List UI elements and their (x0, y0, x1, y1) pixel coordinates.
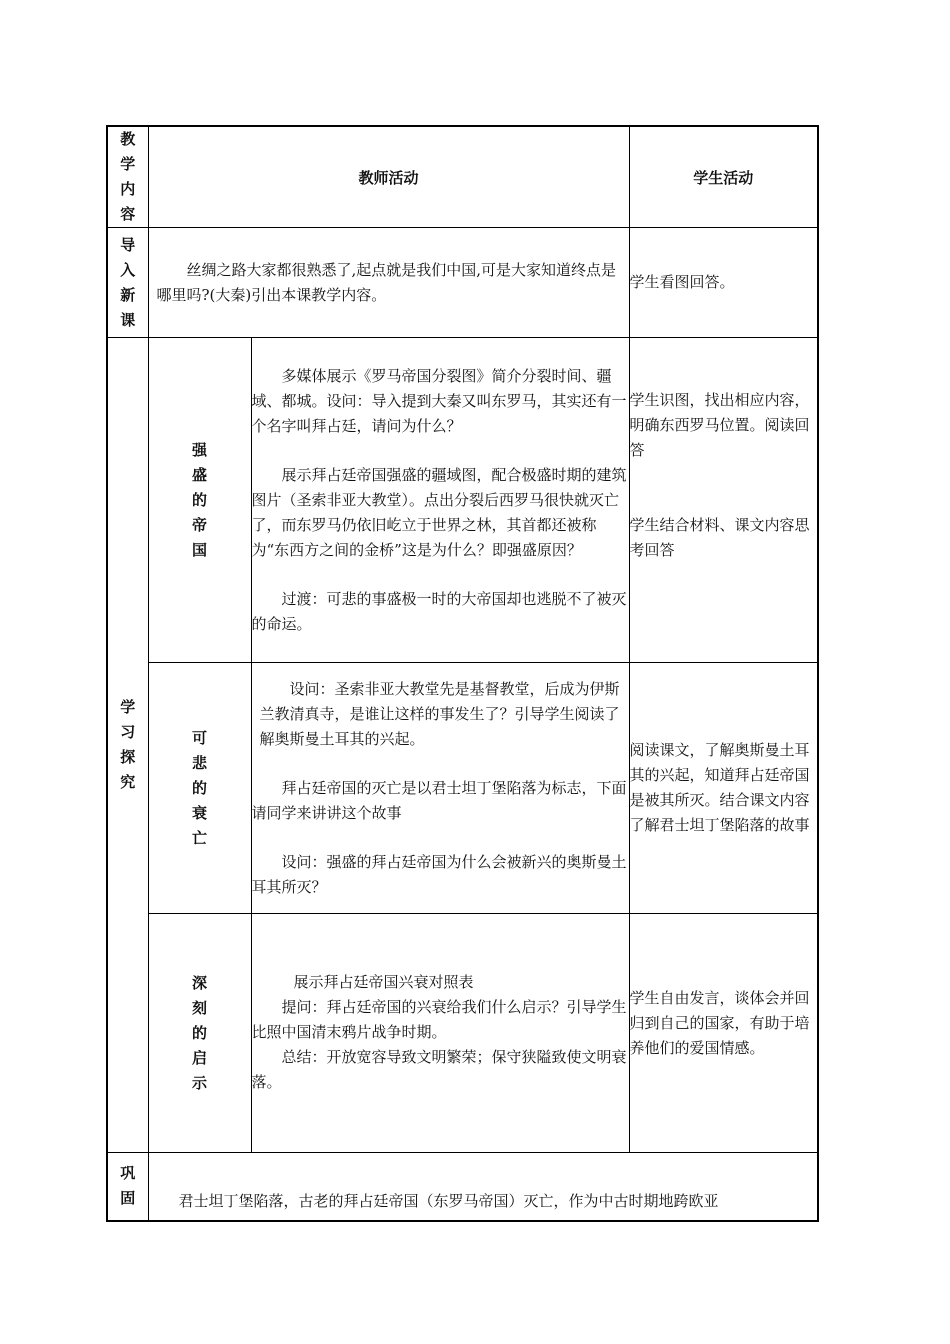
consolidate-label: 巩 固 (107, 1153, 148, 1221)
section-decline-teacher: 设问：圣索非亚大教堂先是基督教堂，后成为伊斯兰教清真寺，是谁让这样的事发生了？引导学生阅读了解奥斯曼土耳其的兴起。 拜占廷帝国的灭亡是以君士坦丁堡陷落为标志，下面请同学来讲讲这个故事 设问：强盛的拜占廷帝国为什么会被新兴的奥斯曼土耳其所灭？ (251, 663, 629, 914)
section-insight-student: 学生自由发言，谈体会并回归到自己的国家，有助于培养他们的爱国情感。 (629, 914, 818, 1153)
intro-student-text: 学生看图回答。 (629, 228, 818, 338)
section-insight-row (107, 914, 818, 1153)
study-label: 学 习 探 究 (107, 338, 148, 1153)
header-row (107, 126, 818, 228)
section-insight-teacher: 展示拜占廷帝国兴衰对照表 提问：拜占廷帝国的兴衰给我们什么启示？引导学生比照中国清末鸦片战争时期。 总结：开放宽容导致文明繁荣；保守狭隘致使文明衰落。 (251, 914, 629, 1153)
section-decline-student: 阅读课文，了解奥斯曼土耳其的兴起，知道拜占廷帝国是被其所灭。结合课文内容了解君士坦丁堡陷落的故事 (629, 663, 818, 914)
intro-row (107, 228, 818, 338)
lesson-plan-table (106, 125, 819, 1222)
consolidate-row (107, 1153, 818, 1221)
header-teacher-activity: 教师活动 (148, 126, 629, 228)
header-teaching-content: 教 学 内 容 (107, 126, 148, 228)
intro-label: 导 入 新 课 (107, 228, 148, 338)
section-strong-empire-teacher: 多媒体展示《罗马帝国分裂图》简介分裂时间、疆域、都城。设问：导入提到大秦又叫东罗马，其实还有一个名字叫拜占廷，请问为什么？ 展示拜占廷帝国强盛的疆域图，配合极盛时期的建筑图片（圣索非亚大教堂）。点出分裂后西罗马很快就灭亡了，而东罗马仍依旧屹立于世界之林，其首都还被称为“东西方之间的金桥”这是为什么？即强盛原因？ 过渡：可悲的事盛极一时的大帝国却也逃脱不了被灭的命运。 (251, 338, 629, 663)
header-student-activity: 学生活动 (629, 126, 818, 228)
section-strong-empire-student: 学生识图，找出相应内容，明确东西罗马位置。阅读回答 学生结合材料、课文内容思考回答 (629, 338, 818, 663)
section-strong-empire-label: 强 盛 的 帝 国 (148, 338, 251, 663)
section-decline-label: 可 悲 的 衰 亡 (148, 663, 251, 914)
section-decline-row (107, 663, 818, 914)
section-insight-label: 深 刻 的 启 示 (148, 914, 251, 1153)
consolidate-text: 君士坦丁堡陷落，古老的拜占廷帝国（东罗马帝国）灭亡，作为中古时期地跨欧亚 (148, 1153, 818, 1221)
section-strong-empire-row (107, 338, 818, 663)
intro-teacher-text: 丝绸之路大家都很熟悉了,起点就是我们中国,可是大家知道终点是哪里吗?(大秦)引出本课教学内容。 (148, 228, 629, 338)
